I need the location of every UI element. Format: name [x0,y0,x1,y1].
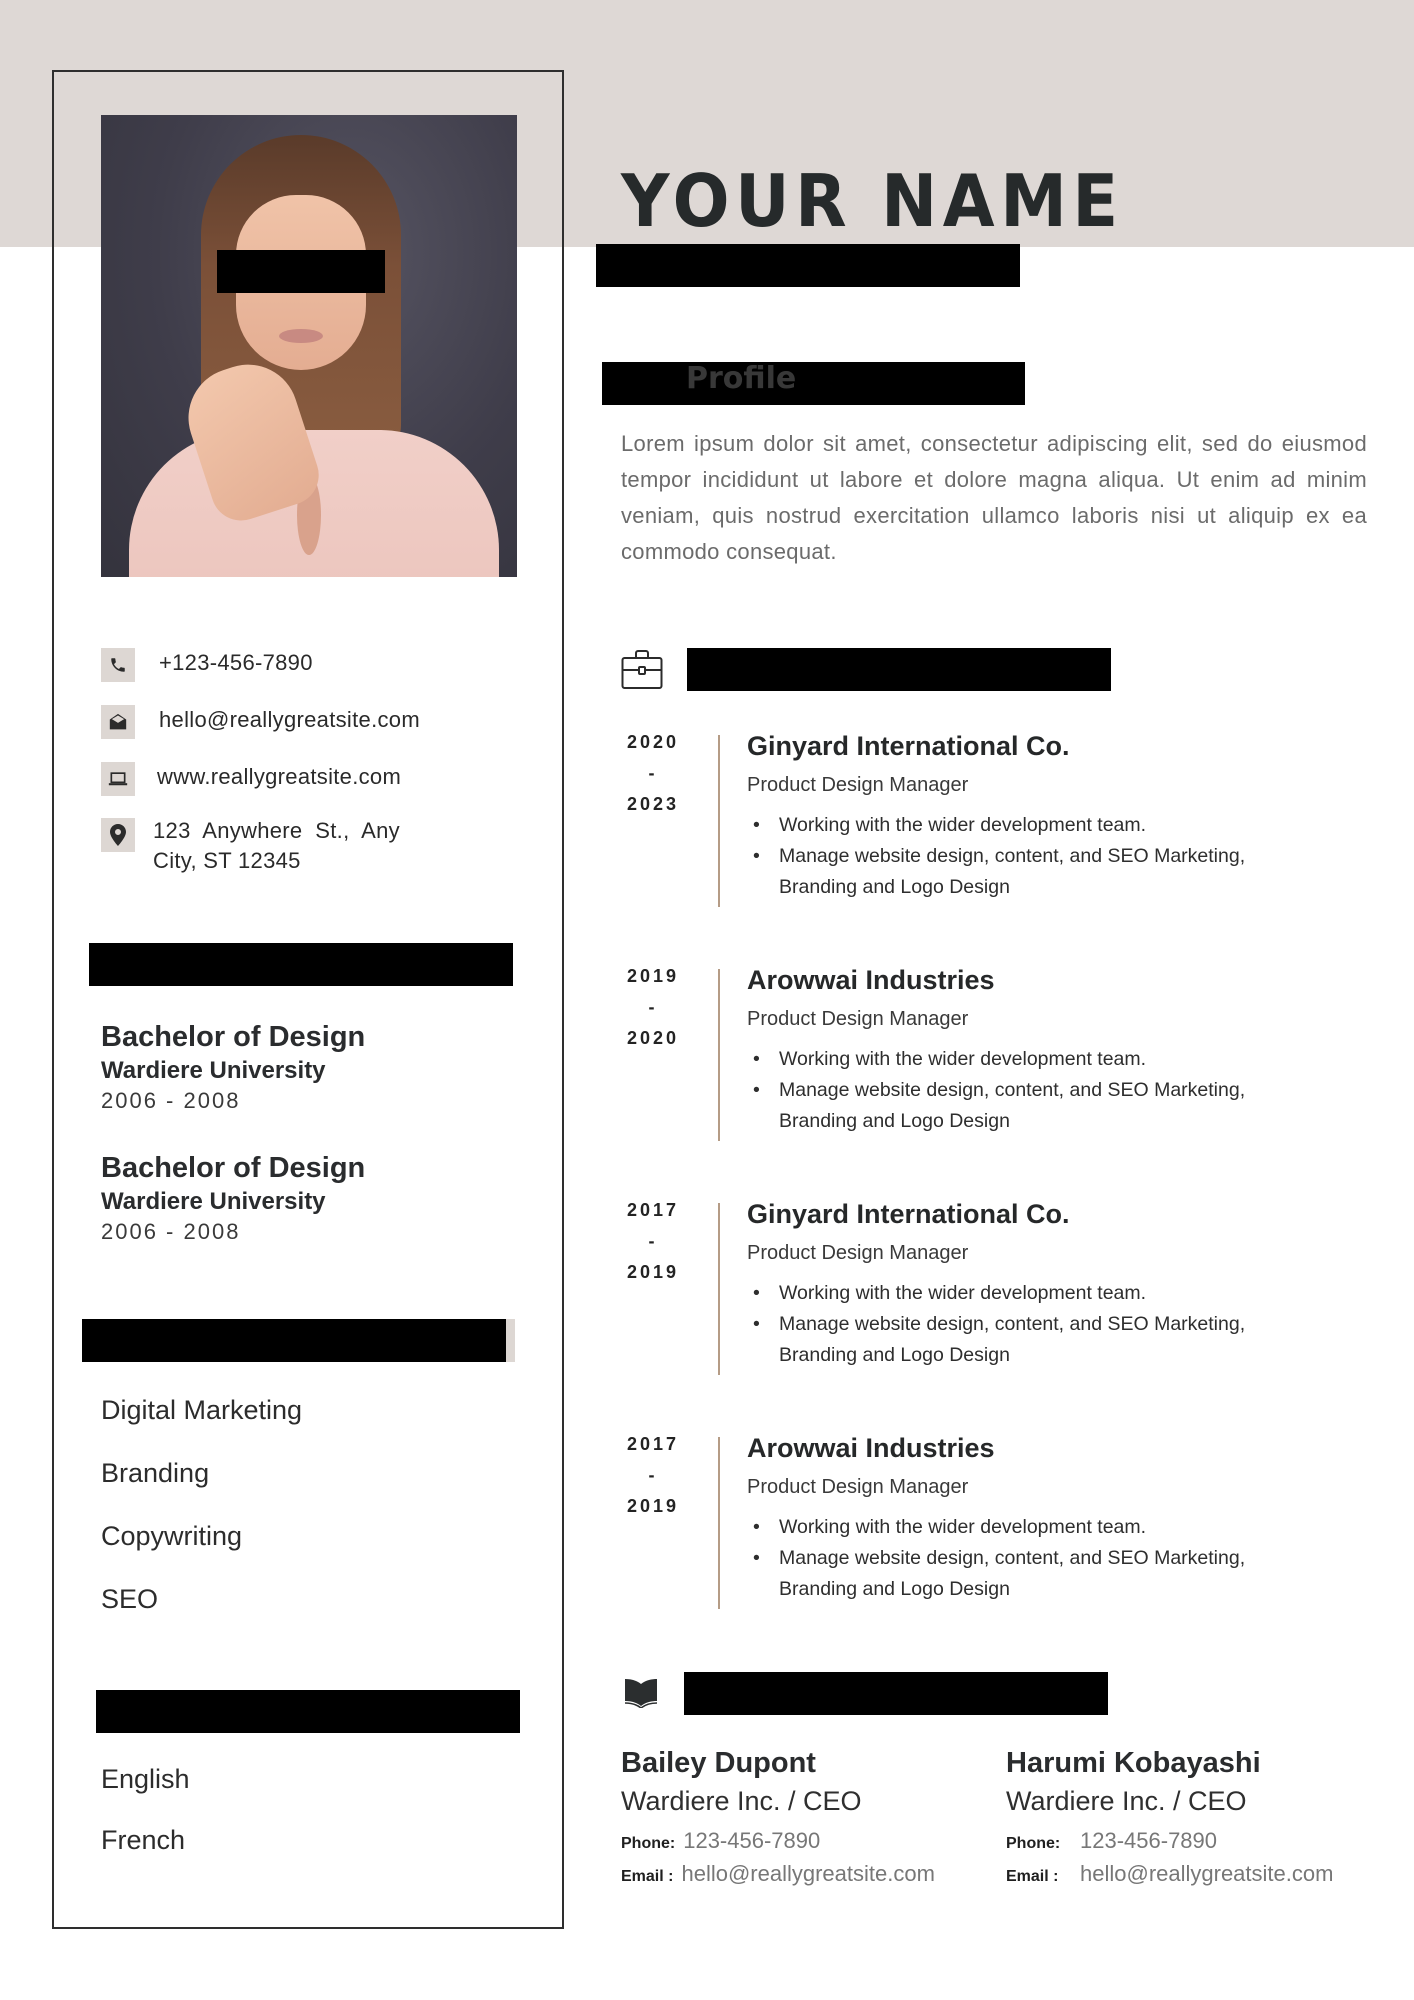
job-role: Product Design Manager [747,1242,969,1264]
job-bullets: • Working with the wider development team. • Manage website design, content, and SEO Marketing, Branding and Logo Design [747,1044,1307,1137]
education-item: Bachelor of Design Wardiere University 2006 - 2008 [101,1021,366,1113]
contact-website [101,762,401,796]
experience-item [621,1195,1381,1425]
skills-heading-gray-strip [505,1319,515,1362]
envelope-icon [101,705,135,739]
job-dates: 2020 - 2023 [626,732,680,814]
contact-address [101,818,400,876]
location-pin-icon [101,818,135,852]
references-heading-redaction [684,1672,1108,1715]
company-name: Ginyard International Co. [747,1199,1070,1229]
job-bullets: • Working with the wider development team. • Manage website design, content, and SEO Marketing, Branding and Logo Design [747,1512,1307,1605]
skill-item: SEO [101,1584,159,1614]
reference-item: Harumi Kobayashi Wardiere Inc. / CEO Phone: 123-456-7890 Email : hello@reallygreatsite.com [1006,1747,1334,1886]
profile-photo [101,115,517,577]
photo-redaction-bar [217,250,385,293]
experience-item [621,1429,1381,1659]
skills-heading-redaction [82,1319,506,1362]
laptop-icon [101,762,135,796]
company-name: Arowwai Industries [747,965,995,995]
job-role: Product Design Manager [747,774,969,796]
profile-heading-redaction [602,362,1025,405]
contact-phone [101,648,313,682]
job-role: Product Design Manager [747,1008,969,1030]
website-text: www.reallygreatsite.com [157,764,402,789]
skill-item: Branding [101,1458,210,1488]
company-name: Arowwai Industries [747,1433,995,1463]
reference-item: Bailey Dupont Wardiere Inc. / CEO Phone: 123-456-7890 Email : hello@reallygreatsite.com [621,1747,935,1886]
timeline-line [718,735,720,907]
job-bullets: • Working with the wider development team. • Manage website design, content, and SEO Marketing, Branding and Logo Design [747,810,1307,903]
job-dates: 2017 - 2019 [626,1200,680,1282]
experience-item [621,727,1381,957]
skill-item: Digital Marketing [101,1395,303,1425]
profile-summary: Lorem ipsum dolor sit amet, consectetur adipiscing elit, sed do eiusmod tempor incididunt ut labore et dolore magna aliqua. Ut enim ad minim veniam, quis nostrud exercitation ullamco laboris nisi ut aliquip ex ea commodo consequat. [621,431,1367,564]
skill-item: Copywriting [101,1521,243,1551]
timeline-line [718,969,720,1141]
job-role: Product Design Manager [747,1476,969,1498]
profile-heading: Profile [686,361,797,396]
email-text: hello@reallygreatsite.com [159,707,420,732]
job-dates: 2019 - 2020 [626,966,680,1048]
phone-icon [101,648,135,682]
job-dates: 2017 - 2019 [626,1434,680,1516]
timeline-line [718,1203,720,1375]
briefcase-icon [621,648,663,690]
language-item: English [101,1764,190,1794]
phone-text: +123-456-7890 [159,650,313,675]
address-text: 123 Anywhere St., Any City, ST 12345 [153,818,400,873]
job-title-redaction [596,244,1020,287]
languages-heading-redaction [96,1690,520,1733]
company-name: Ginyard International Co. [747,731,1070,761]
timeline-line [718,1437,720,1609]
experience-item [621,961,1381,1191]
page-title: YOUR NAME [621,159,1124,243]
education-heading-redaction [89,943,513,986]
education-item: Bachelor of Design Wardiere University 2006 - 2008 [101,1152,366,1244]
job-bullets: • Working with the wider development team. • Manage website design, content, and SEO Marketing, Branding and Logo Design [747,1278,1307,1371]
experience-heading-redaction [687,648,1111,691]
contact-email [101,705,420,739]
language-item: French [101,1825,186,1855]
book-icon [624,1676,658,1708]
